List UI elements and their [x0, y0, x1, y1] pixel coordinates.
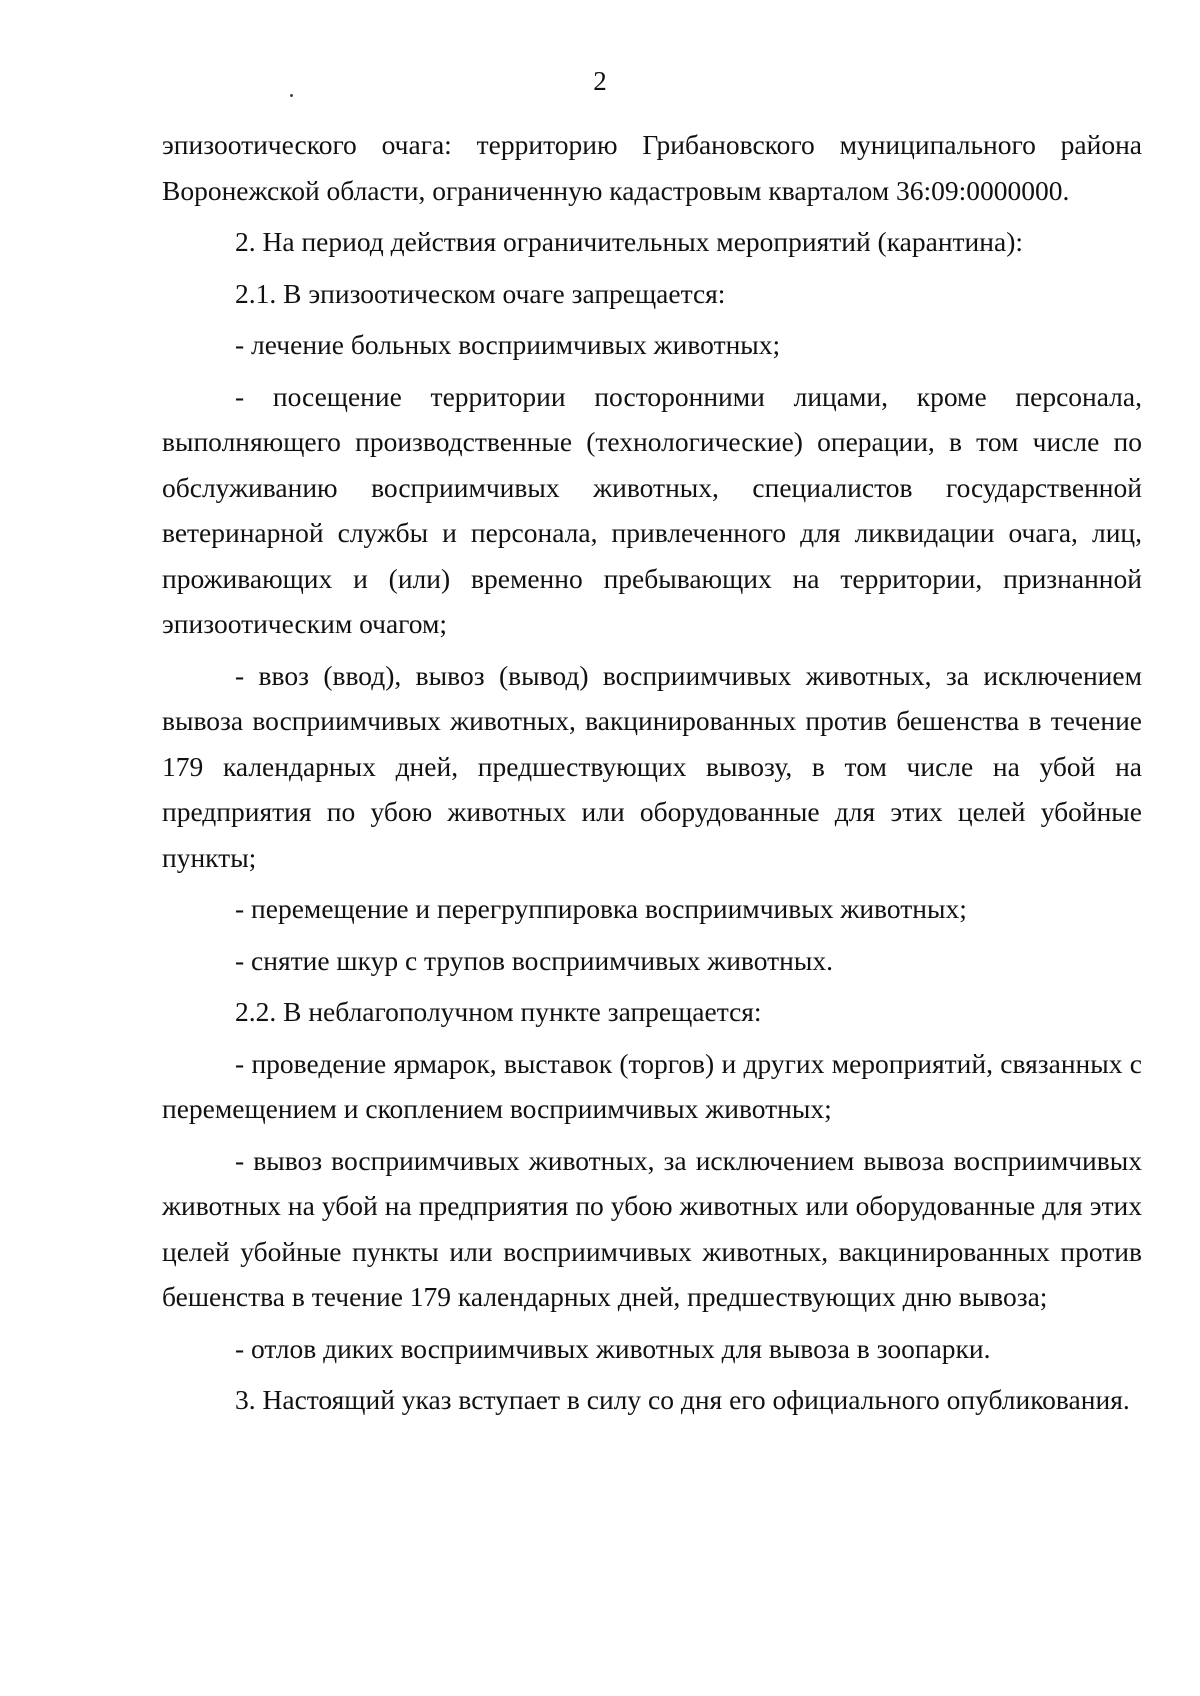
- list-item-treatment: - лечение больных восприимчивых животных;: [235, 329, 781, 360]
- paragraph-clause-2-1: 2.1. В эпизоотическом очаге запрещается:: [235, 277, 726, 309]
- document-body: [162, 122, 1142, 1429]
- paragraph-clause-2: 2. На период действия ограничительных мероприятий (карантина):: [235, 226, 1023, 257]
- list-item-import-export: - ввоз (ввод), вывоз (вывод) восприимчивых животных, за исключением вывоза восприимчивых животных, вакцинированных против бешенства в течение 179 календарных дней, предшествующих вывозу, в том числе на убой на предприятия по убою животных или оборудованные для этих целей убойные пункты;: [162, 659, 1142, 873]
- paragraph-clause-2-2: 2.2. В неблагополучном пункте запрещается:: [235, 996, 762, 1027]
- scan-speck: [290, 94, 293, 97]
- list-item-export: - вывоз восприимчивых животных, за исключением вывоза восприимчивых животных на убой на предприятия по убою животных или оборудованные для этих целей убойные пункты или восприимчивых животных, вакцинированных против бешенства в течение 179 календарных дней, предшествующих дню вывоза;: [162, 1144, 1142, 1312]
- list-item-catching: - отлов диких восприимчивых животных для вывоза в зоопарки.: [235, 1332, 991, 1364]
- list-item-skinning: - снятие шкур с трупов восприимчивых животных.: [235, 944, 833, 976]
- list-item-movement: - перемещение и перегруппировка восприимчивых животных;: [235, 893, 967, 924]
- paragraph-clause-3: 3. Настоящий указ вступает в силу со дня его официального опубликования.: [235, 1384, 1130, 1415]
- page-number: 2: [593, 66, 607, 96]
- list-item-fairs: - проведение ярмарок, выставок (торгов) и других мероприятий, связанных с перемещением и скоплением восприимчивых животных;: [162, 1047, 1142, 1124]
- list-item-visiting: - посещение территории посторонними лицами, кроме персонала, выполняющего производственные (технологические) операции, в том числе по обслуживанию восприимчивых животных, специалистов государственной ветеринарной службы и персонала, привлеченного для ликвидации очага, лиц, проживающих и (или) временно пребывающих на территории, признанной эпизоотическим очагом;: [162, 380, 1142, 639]
- paragraph-continuation: эпизоотического очага: территорию Грибановского муниципального района Воронежской области, ограниченную кадастровым кварталом 36:09:0000000.: [162, 129, 1142, 206]
